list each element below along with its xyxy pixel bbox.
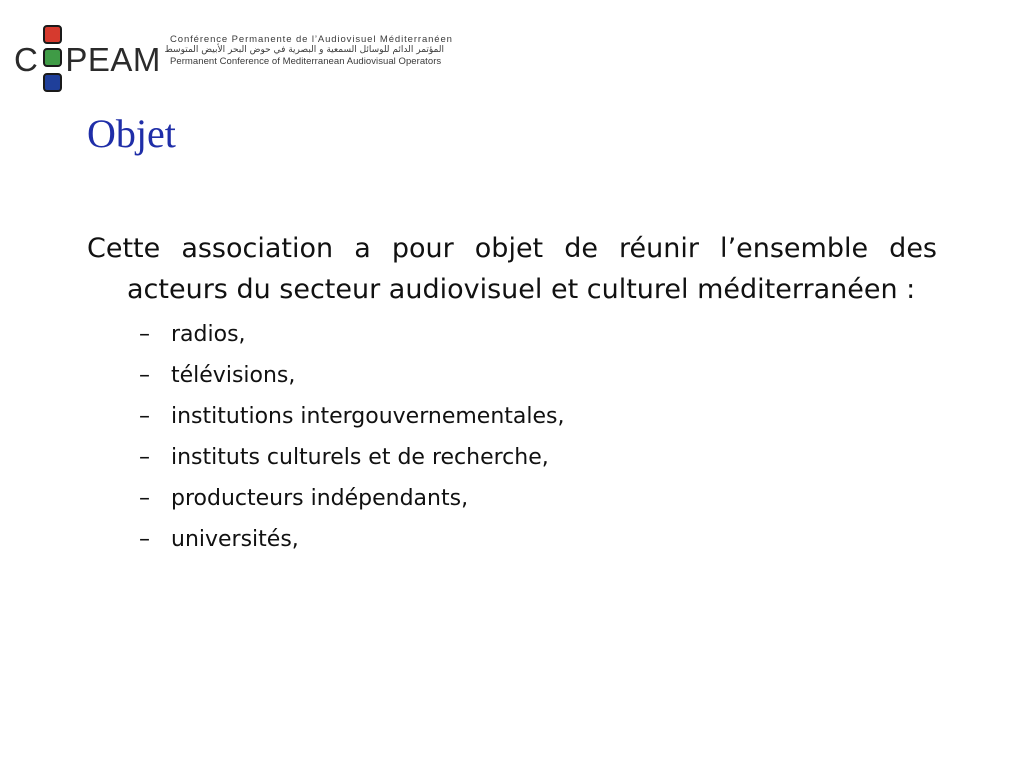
- list-item-text: radios,: [171, 322, 246, 347]
- list-item: [87, 355, 937, 396]
- logo-line-arabic: المؤتمر الدائم للوسائل السمعية و البصرية في حوض البحر الأبيض المتوسط: [164, 45, 444, 55]
- logo-mark: [14, 22, 174, 96]
- list-item-text: institutions intergouvernementales,: [171, 404, 565, 429]
- logo-line-french: Conférence Permanente de l’Audiovisuel Méditerranéen: [170, 34, 453, 45]
- logo-o-slot: [39, 47, 64, 72]
- dash-bullet: –: [139, 404, 150, 429]
- list-item-text: instituts culturels et de recherche,: [171, 445, 549, 470]
- list-item-text: télévisions,: [171, 363, 296, 388]
- list-item: [87, 396, 937, 437]
- logo-wordmark: [14, 43, 161, 76]
- dash-bullet: –: [139, 363, 150, 388]
- logo-subtitle-lines: [164, 34, 453, 67]
- logo-line-english: Permanent Conference of Mediterranean Audiovisual Operators: [170, 56, 442, 67]
- slide-title: Objet: [87, 111, 176, 156]
- list-item: [87, 519, 937, 560]
- logo-letters-peam: PEAM: [65, 41, 161, 78]
- member-type-list: [87, 314, 937, 560]
- intro-paragraph: Cette association a pour objet de réunir l’ensemble des acteurs du secteur audiovisuel et culturel méditerranéen :: [87, 233, 937, 305]
- list-item-text: producteurs indépendants,: [171, 486, 469, 511]
- list-item: [87, 314, 937, 355]
- logo-letter-c: C: [14, 41, 39, 78]
- list-item-text: universités,: [171, 527, 299, 552]
- copeam-logo: [14, 22, 453, 96]
- dash-bullet: –: [139, 322, 150, 347]
- dash-bullet: –: [139, 527, 150, 552]
- list-item: [87, 437, 937, 478]
- list-item: [87, 478, 937, 519]
- slide-body: [87, 228, 937, 560]
- dash-bullet: –: [139, 486, 150, 511]
- logo-red-square: [43, 25, 62, 44]
- dash-bullet: –: [139, 445, 150, 470]
